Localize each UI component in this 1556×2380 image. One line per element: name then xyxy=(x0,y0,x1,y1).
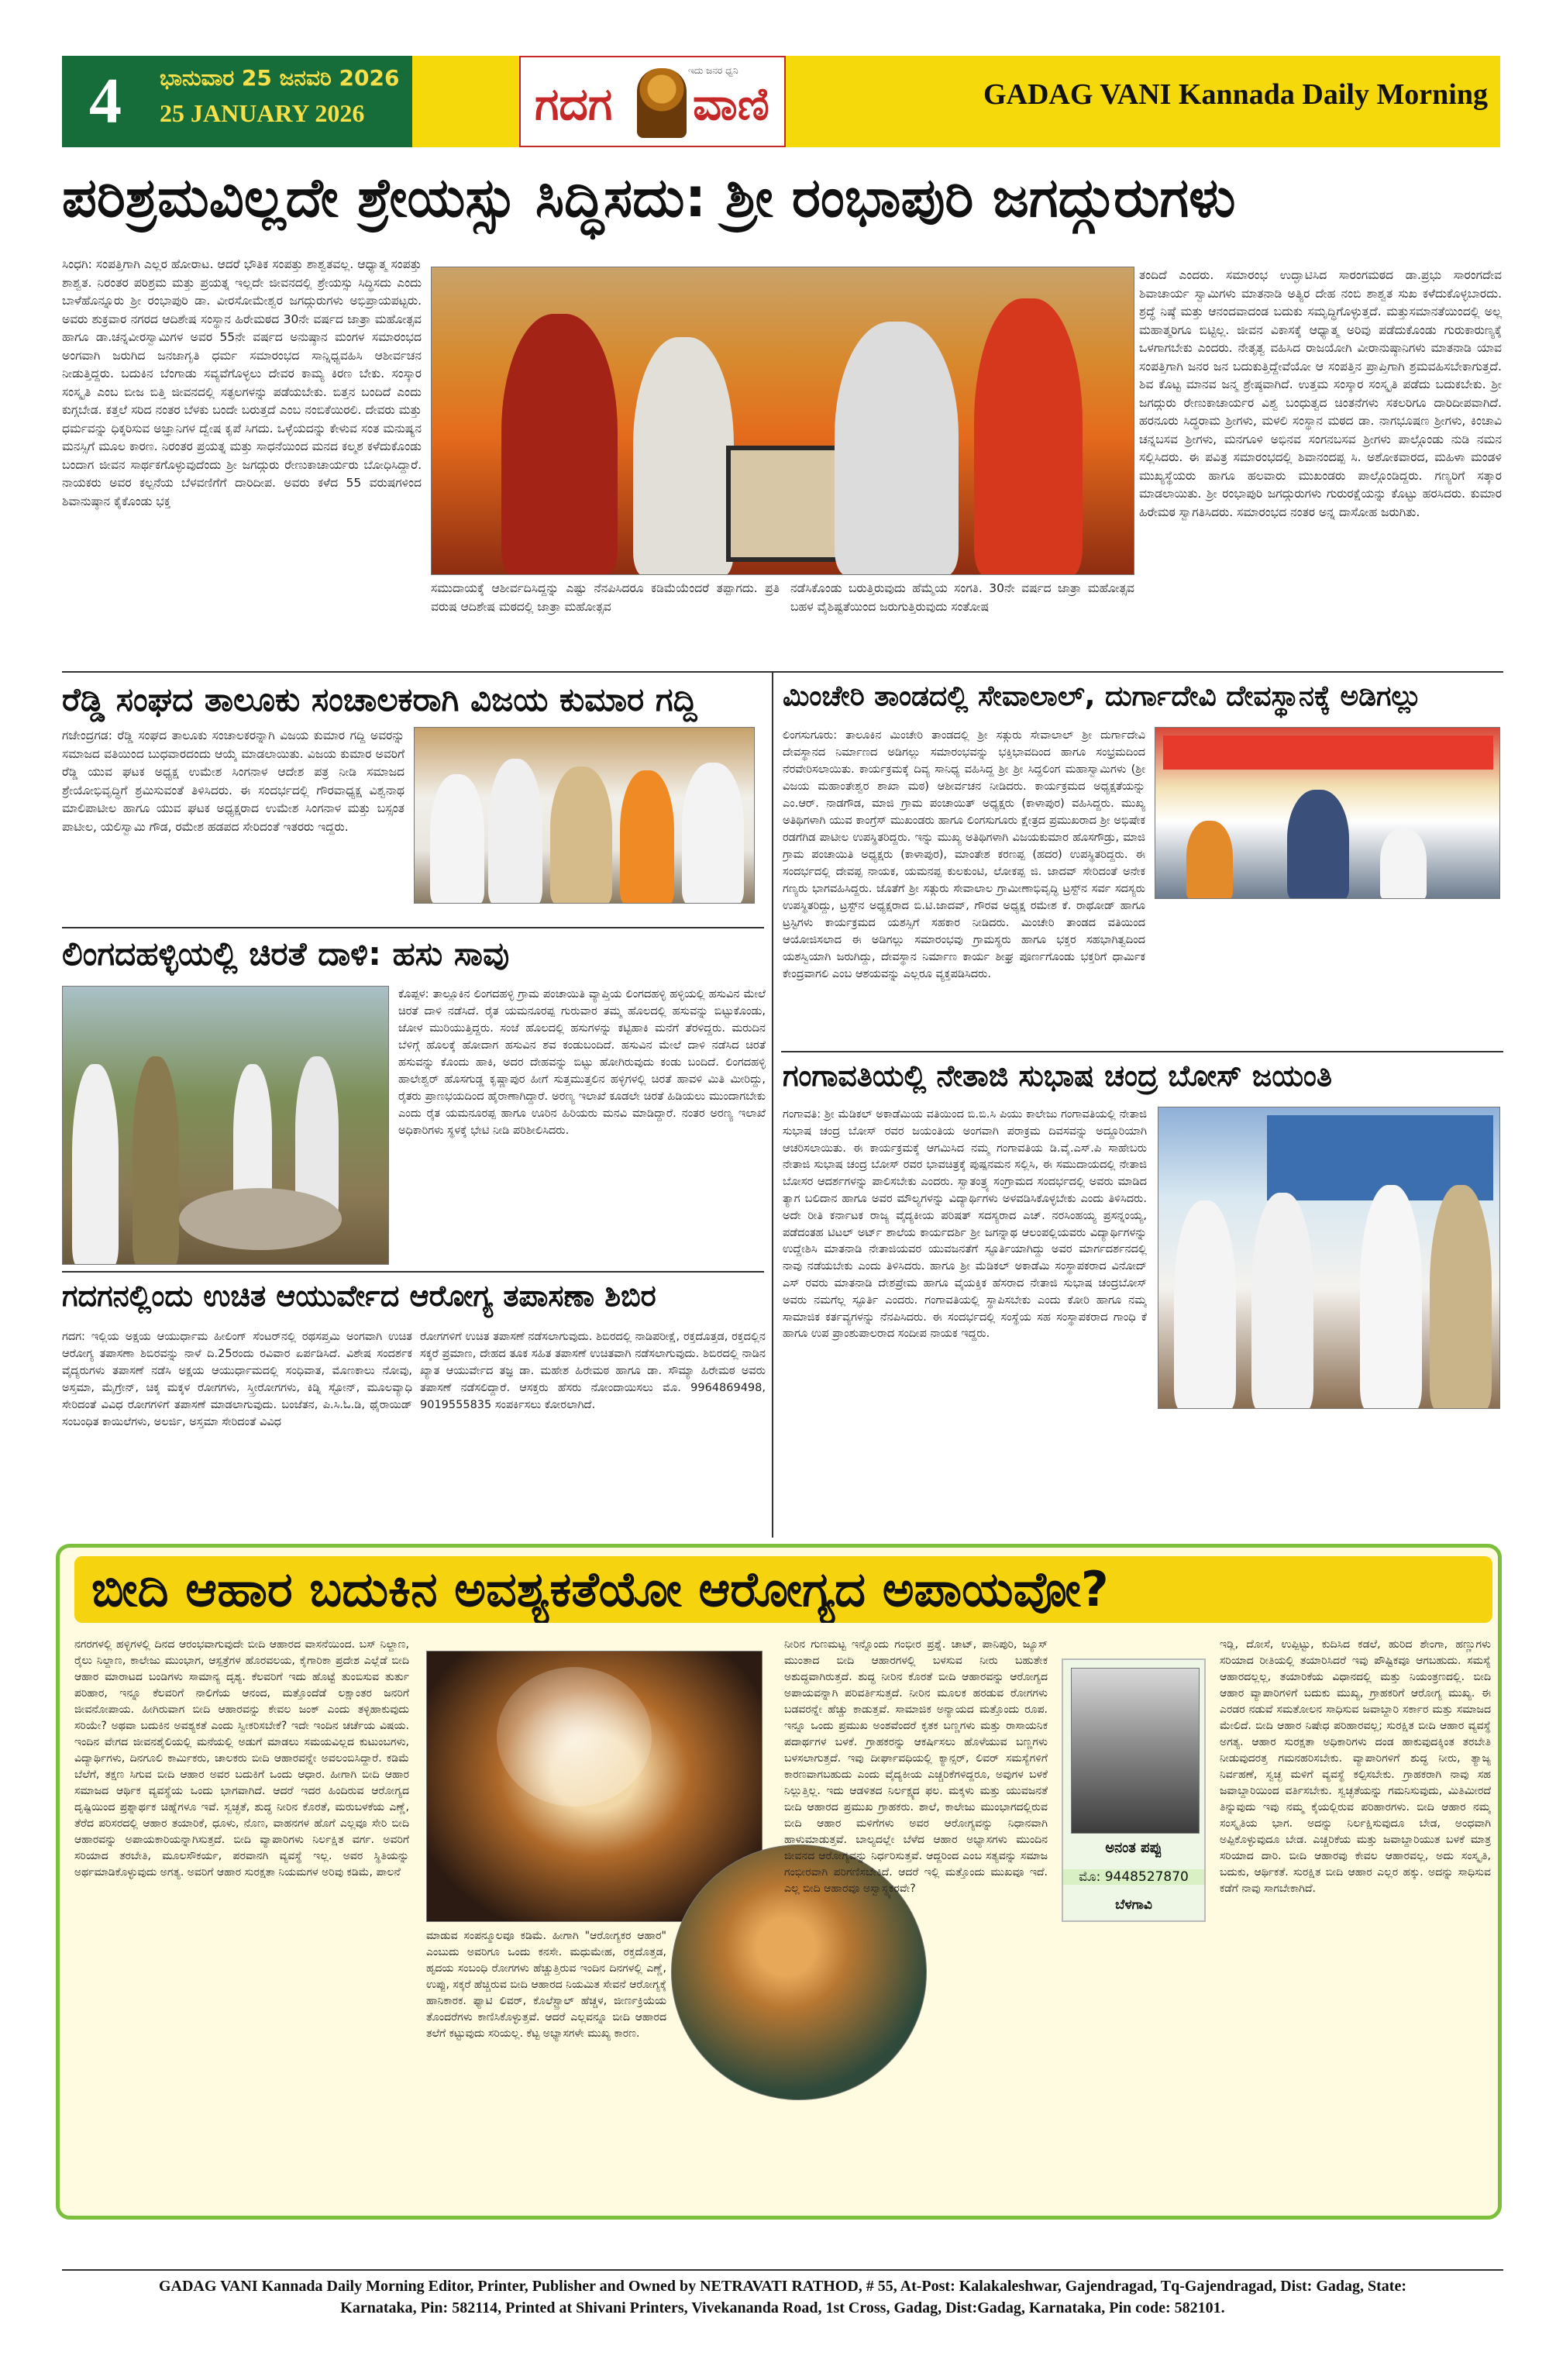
story6-column-2: ರೋಗಗಳಿಗೆ ಉಚಿತ ತಪಾಸಣೆ ನಡೆಸಲಾಗುವುದು. ಶಿಬಿರದಲ್ಲಿ ನಾಡಿಪರೀಕ್ಷೆ, ರಕ್ತದೊತ್ತಡ, ರಕ್ತದಲ್ಲಿನ ಸಕ್ಕರೆ ಪ್ರಮಾಣ, ದೇಹದ ತೂಕ ಸಹಿತ ತಪಾಸಣೆ ಉಚಿತವಾಗಿ ನಡೆಸಲಾಗುವುದು. ಶಿಬಿರದಲ್ಲಿ ನಾಡಿನ ಖ್ಯಾತ ಆಯುರ್ವೇದ ತಜ್ಞ ಡಾ. ಮಹೇಶ ಹಿರೇಮಠ ಹಾಗೂ ಡಾ. ಸೌಮ್ಯಾ ಹಿರೇಮಠ ಅವರು ತಪಾಸಣೆ ನಡೆಸಲಿದ್ದಾರೆ. ಆಸಕ್ತರು ಹೆಸರು ನೋಂದಾಯಿಸಲು ಮೊ. 9964869498, 9019555835 ಸಂಪರ್ಕಿಸಲು ಕೋರಲಾಗಿದೆ. xyxy=(420,1331,766,1411)
masthead-title: GADAG VANI Kannada Daily Morning xyxy=(983,78,1488,111)
story5-photo xyxy=(1158,1107,1500,1409)
story4-body: ಕೊಪ್ಪಳ: ತಾಲ್ಲೂಕಿನ ಲಿಂಗದಹಳ್ಳಿ ಗ್ರಾಮ ಪಂಚಾಯಿತಿ ವ್ಯಾಪ್ತಿಯ ಲಿಂಗದಹಳ್ಳಿ ಹಳ್ಳಿಯಲ್ಲಿ ಹಸುವಿನ ಮೇಲೆ ಚಿರತೆ ದಾಳಿ ನಡೆಸಿದೆ. ರೈತ ಯಮನೂರಪ್ಪ ಗುರುವಾರ ತಮ್ಮ ಹೊಲದಲ್ಲಿ ಹಸುವನ್ನು ಬಿಟ್ಟುಕೊಂಡು, ಜೋಳ ಮುರಿಯುತ್ತಿದ್ದರು. ಸಂಜೆ ಹೊಲದಲ್ಲಿ ಹಸುಗಳನ್ನು ಕಟ್ಟಿಹಾಕಿ ಮನೆಗೆ ತೆರಳಿದ್ದರು. ಮರುದಿನ ಬೆಳಿಗ್ಗೆ ಹೊಲಕ್ಕೆ ಹೋದಾಗ ಹಸುವಿನ ಶವ ಕಂಡುಬಂದಿದೆ. ಹಸುವಿನ ಮೇಲೆ ದಾಳಿ ನಡೆಸಿದ ಚಿರತೆ ಹಸುವನ್ನು ಕೊಂದು ಹಾಕಿ, ಅದರ ದೇಹವನ್ನು ಬಿಟ್ಟು ಹೋಗಿರುವುದು ಕಂಡು ಬಂದಿದೆ. ಲಿಂಗದಹಳ್ಳಿ ಹಾಲೇಶ್ವರ್ ಹೊಸಗುಡ್ಡ ಕೃಷ್ಣಾಪುರ ಹೀಗೆ ಸುತ್ತಮುತ್ತಲಿನ ಹಳ್ಳಿಗಳಲ್ಲಿ ಚಿರತೆ ಹಾವಳಿ ಮಿತಿ ಮೀರಿದ್ದು, ರೈತರು ಪ್ರಾಣಭಯದಿಂದ ಹೈರಾಣಾಗಿದ್ದಾರೆ. ಅರಣ್ಯ ಇಲಾಖೆ ಕೂಡಲೇ ಚಿರತೆ ಹಿಡಿಯಲು ಮುಂದಾಗಬೇಕು ಎಂದು ರೈತ ಯಮನೂರಪ್ಪ ಹಾಗೂ ಊರಿನ ಹಿರಿಯರು ಮನವಿ ಮಾಡಿದ್ದಾರೆ. ನಂತರ ಅರಣ್ಯ ಇಲಾಖೆ ಅಧಿಕಾರಿಗಳು ಸ್ಥಳಕ್ಕೆ ಭೇಟಿ ನೀಡಿ ಪರಿಶೀಲಿಸಿದರು. xyxy=(398,988,766,1137)
date-kannada: ಭಾನುವಾರ 25 ಜನವರಿ 2026 xyxy=(160,65,400,91)
feature-column-2: ಮಾಡುವ ಸಂಪನ್ಮೂಲವೂ ಕಡಿಮೆ. ಹೀಗಾಗಿ "ಆರೋಗ್ಯಕರ ಆಹಾರ" ಎಂಬುದು ಅವರಿಗೂ ಒಂದು ಕನಸೇ. ಮಧುಮೇಹ, ರಕ್ತದೊತ್ತಡ, ಹೃದಯ ಸಂಬಂಧಿ ರೋಗಗಳು ಹೆಚ್ಚುತ್ತಿರುವ ಇಂದಿನ ದಿನಗಳಲ್ಲಿ ಎಣ್ಣೆ, ಉಪ್ಪು, ಸಕ್ಕರೆ ಹೆಚ್ಚಿರುವ ಬೀದಿ ಆಹಾರದ ನಿಯಮಿತ ಸೇವನೆ ಆರೋಗ್ಯಕ್ಕೆ ಹಾನಿಕಾರಕ. ಫ್ಯಾಟಿ ಲಿವರ್, ಕೊಲೆಸ್ಟ್ರಾಲ್ ಹೆಚ್ಚಳ, ಜೀರ್ಣಕ್ರಿಯೆಯ ತೊಂದರೆಗಳು ಕಾಣಿಸಿಕೊಳ್ಳುತ್ತವೆ. ಆದರೆ ಎಲ್ಲವನ್ನೂ ಬೀದಿ ಆಹಾರದ ತಲೆಗೆ ಕಟ್ಟುವುದು ಸರಿಯಲ್ಲ. ಕೆಟ್ಟ ಅಭ್ಯಾಸಗಳೇ ಮುಖ್ಯ ಕಾರಣ. xyxy=(426,1930,666,2040)
section-divider xyxy=(62,1271,764,1273)
logo-text-left: ಗದಗ xyxy=(535,77,613,130)
date-box xyxy=(149,56,412,147)
story5-body: ಗಂಗಾವತಿ: ಶ್ರೀ ಮೆಡಿಕಲ್ ಅಕಾಡೆಮಿಯ ವತಿಯಿಂದ ಬಿ.ಬಿ.ಸಿ ಪಿಯು ಕಾಲೇಜು ಗಂಗಾವತಿಯಲ್ಲಿ ನೇತಾಜಿ ಸುಭಾಷ ಚಂದ್ರ ಬೋಸ್ ರವರ ಜಯಂತಿಯ ಅಂಗವಾಗಿ ಪರಾಕ್ರಮ ದಿವಸವನ್ನು ಅದ್ದೂರಿಯಾಗಿ ಆಚರಿಸಲಾಯಿತು. ಈ ಕಾರ್ಯಕ್ರಮಕ್ಕೆ ಆಗಮಿಸಿದ ನಮ್ಮ ಗಂಗಾವತಿಯ ಡಿ.ವೈ.ಎಸ್.ಪಿ ಸಾಹೇಬರು ನೇತಾಜಿ ಸುಭಾಷ ಚಂದ್ರ ಬೋಸ್ ರವರ ಭಾವಚಿತ್ರಕ್ಕೆ ಪುಷ್ಪನಮನ ಸಲ್ಲಿಸಿ, ಈ ಸಮುದಾಯದಲ್ಲಿ ನೇತಾಜಿ ಬೋಸರ ಆದರ್ಶಗಳನ್ನು ಪಾಲಿಸಬೇಕು ಎಂದರು. ಸ್ವಾತಂತ್ರ್ಯ ಸಂಗ್ರಾಮದ ಸಂದರ್ಭದಲ್ಲಿ ಅವರು ಮಾಡಿದ ತ್ಯಾಗ ಬಲಿದಾನ ಹಾಗೂ ಅವರ ಮೌಲ್ಯಗಳನ್ನು ವಿದ್ಯಾರ್ಥಿಗಳು ಅಳವಡಿಸಿಕೊಳ್ಳಬೇಕು ಎಂದು ತಿಳಿಸಿದರು. ಅದೇ ರೀತಿ ಕರ್ನಾಟಕ ರಾಜ್ಯ ವೈದ್ಯಕೀಯ ಪರಿಷತ್ ಸದಸ್ಯರಾದ ಎಚ್. ನರಸಿಂಹಯ್ಯ ಪ್ರಸನ್ನಂಯ್ಯ, ಪಡೆದಂತಹ ಟಿಟಲ್ ಅರ್ಟ್ ಶಾಲೆಯ ಕಾರ್ಯದರ್ಶಿ ಶ್ರೀ ಜಗನ್ನಾಥ ಆಲಂಪಲ್ಲಿಯವರು ವಿದ್ಯಾರ್ಥಿಗಳನ್ನು ಉದ್ದೇಶಿಸಿ ಮಾತನಾಡಿ ನೇತಾಜಿಯವರ ಯುವಜನತೆಗೆ ಸ್ಫೂರ್ತಿಯಾಗಿದ್ದು ಅವರ ಮಾರ್ಗದರ್ಶನದಲ್ಲಿ ನಾವು ನಡೆಯಬೇಕು ಎಂದು ತಿಳಿಸಿದರು. ಹಾಗೂ ಶ್ರೀ ಮೆಡಿಕಲ್ ಅಕಾಡೆಮಿ ಸಂಸ್ಥಾಪಕರಾದ ವಿನೋದ್ ಎಸ್ ರವರು ಮಾತನಾಡಿ ದೇಶಪ್ರೇಮ ಹಾಗೂ ವೈಯಕ್ತಿಕ ಹೆಸರಾದ ನೇತಾಜಿ ಸುಭಾಷ ಚಂದ್ರಬೋಸ್ ಅವರು ನಮಗೆಲ್ಲ ಸ್ಫೂರ್ತಿ ಎಂದರು. ಗಂಗಾವತಿಯಲ್ಲಿ ಸ್ಥಾಪಿಸಬೇಕು ಎಂದು ಕೋರಿ ಹಾಗೂ ನಮ್ಮ ಸಾಮಾಜಿಕ ಕರ್ತವ್ಯಗಳನ್ನು ನೆನಪಿಸಿದರು. ಈ ಸಂದರ್ಭದಲ್ಲಿ ಸಂಸ್ಥೆಯ ಸಹ ಸಂಸ್ಥಾಪಕರಾದ ಗಾಂಧಿ ಕೆ ಹಾಗೂ ಉಪ ಪ್ರಾಂಶುಪಾಲರಾದ ಸಂದೀಪ ನಾಯಕ ಇದ್ದರು. xyxy=(783,1108,1147,1341)
feature-column-4: ಇಡ್ಲಿ, ದೋಸೆ, ಉಪ್ಪಿಟ್ಟು, ಕುದಿಸಿದ ಕಡಲೆ, ಹುರಿದ ಶೇಂಗಾ, ಹಣ್ಣುಗಳು ಸರಿಯಾದ ರೀತಿಯಲ್ಲಿ ತಯಾರಿಸಿದರೆ ಇವು ಪೌಷ್ಟಿಕವೂ ಆಗಬಹುದು. ಸಮಸ್ಯೆ ಆಹಾರದಲ್ಲಲ್ಲ, ತಯಾರಿಕೆಯ ವಿಧಾನದಲ್ಲಿ ಮತ್ತು ನಿಯಂತ್ರಣದಲ್ಲಿ. ಬೀದಿ ಆಹಾರ ವ್ಯಾಪಾರಿಗಳಿಗೆ ಬದುಕು ಮುಖ್ಯ, ಗ್ರಾಹಕರಿಗೆ ಆರೋಗ್ಯ ಮುಖ್ಯ. ಈ ಎರಡರ ನಡುವೆ ಸಮತೋಲನ ಸಾಧಿಸುವ ಜವಾಬ್ದಾರಿ ಸರ್ಕಾರ ಮತ್ತು ಸಮಾಜದ ಮೇಲಿದೆ. ಬೀದಿ ಆಹಾರ ನಿಷೇಧ ಪರಿಹಾರವಲ್ಲ; ಸುರಕ್ಷಿತ ಬೀದಿ ಆಹಾರ ವ್ಯವಸ್ಥೆ ಅಗತ್ಯ. ಆಹಾರ ಸುರಕ್ಷತಾ ಅಧಿಕಾರಿಗಳು ದಂಡ ಹಾಕುವುದಕ್ಕಿಂತ ತರಬೇತಿ ನೀಡುವುದರತ್ತ ಗಮನಹರಿಸಬೇಕು. ವ್ಯಾಪಾರಿಗಳಿಗೆ ಶುದ್ಧ ನೀರು, ತ್ಯಾಜ್ಯ ನಿರ್ವಹಣೆ, ಸ್ವಚ್ಛ ಮಳಿಗೆ ವ್ಯವಸ್ಥೆ ಕಲ್ಪಿಸಬೇಕು. ಗ್ರಾಹಕರಾಗಿ ನಾವು ಸಹ ಜವಾಬ್ದಾರಿಯಿಂದ ವರ್ತಿಸಬೇಕು. ಸ್ವಚ್ಛತೆಯನ್ನು ಗಮನಿಸುವುದು, ಮಿತಿಮೀರದೆ ತಿನ್ನುವುದು ಇವು ನಮ್ಮ ಕೈಯಲ್ಲಿರುವ ಪರಿಹಾರಗಳು. ಬೀದಿ ಆಹಾರ ನಮ್ಮ ಸಂಸ್ಕೃತಿಯ ಭಾಗ. ಅದನ್ನು ನಿರ್ಲಕ್ಷಿಸುವುದೂ ಬೇಡ, ಅಂಧವಾಗಿ ಅಪ್ಪಿಕೊಳ್ಳುವುದೂ ಬೇಡ. ಎಚ್ಚರಿಕೆಯ ಮತ್ತು ಜವಾಬ್ದಾರಿಯುತ ಬಳಕೆ ಮಾತ್ರ ಸರಿಯಾದ ದಾರಿ. ಬೀದಿ ಆಹಾರವು ಕೇವಲ ಆಹಾರವಲ್ಲ, ಅದು ಸಂಸ್ಕೃತಿ, ಬದುಕು, ಆರ್ಥಿಕತೆ. ಸುರಕ್ಷಿತ ಬೀದಿ ಆಹಾರ ಎಲ್ಲರ ಹಕ್ಕು. ಅದನ್ನು ಸಾಧಿಸುವ ಕಡೆಗೆ ನಾವು ಸಾಗಬೇಕಾಗಿದೆ. xyxy=(1220,1638,1491,1895)
imprint-line-1: GADAG VANI Kannada Daily Morning Editor, Printer, Publisher and Owned by NETRAVATI RATHOD, # 55, At-Post: Kalakaleshwar, Gajendragad, Tq-Gajendragad, Dist: Gadag, State: xyxy=(158,2278,1407,2295)
lead-headline: ಪರಿಶ್ರಮವಿಲ್ಲದೇ ಶ್ರೇಯಸ್ಸು ಸಿದ್ಧಿಸದು: ಶ್ರೀ ರಂಭಾಪುರಿ ಜಗದ್ಗುರುಗಳು xyxy=(62,166,1236,229)
imprint-line-2: Karnataka, Pin: 582114, Printed at Shivani Printers, Vivekananda Road, 1st Cross, Gadag, Dist:Gadag, Karnataka, Pin code: 582101. xyxy=(340,2299,1225,2316)
logo-tagline: ಇದು ಜನರ ಧ್ವನಿ xyxy=(688,65,738,76)
event-banner xyxy=(1163,735,1493,770)
story2-body: ಗಜೇಂದ್ರಗಡ: ರೆಡ್ಡಿ ಸಂಘದ ತಾಲೂಕು ಸಂಚಾಲಕರನ್ನಾಗಿ ವಿಜಯ ಕುಮಾರ ಗದ್ದಿ ಅವರನ್ನು ಸಮಾಜದ ವತಿಯಿಂದ ಬುಧವಾರದಂದು ಆಯ್ಕೆ ಮಾಡಲಾಯಿತು. ವಿಜಯ ಕುಮಾರ ಅವರಿಗೆ ರೆಡ್ಡಿ ಯುವ ಘಟಕ ಅಧ್ಯಕ್ಷ ಉಮೇಶ ಸಿಂಗನಾಳ ಆದೇಶ ಪತ್ರ ನೀಡಿ ಸಮಾಜದ ಶ್ರೇಯೋಭಿವೃದ್ಧಿಗೆ ಶ್ರಮಿಸುವಂತೆ ತಿಳಿಸಿದರು. ಈ ಸಂದರ್ಭದಲ್ಲಿ ಗೌರವಾಧ್ಯಕ್ಷ ವಿಶ್ವನಾಥ ಮಾಲಿಪಾಟೀಲ ಹಾಗೂ ಯುವ ಘಟಕ ಅಧ್ಯಕ್ಷರಾದ ಉಮೇಶ ಸಿಂಗನಾಳ ಮತ್ತು ಬಸ್ಸಂತ ಪಾಟೀಲ, ಯಲಿಸ್ವಾಮಿ ಗೌಡ, ರಮೇಶ ಹಡಪದ ಸೇರಿದಂತೆ ಇತರರು ಇದ್ದರು. xyxy=(62,728,404,834)
author-photo xyxy=(1071,1668,1200,1834)
imprint-footer xyxy=(62,2269,1503,2319)
cow-carcass xyxy=(179,1188,342,1250)
author-name: ಅನಂತ ಪಪ್ಪು xyxy=(1105,1840,1162,1856)
story6-headline: ಗದಗನಲ್ಲಿಂದು ಉಚಿತ ಆಯುರ್ವೇದ ಆರೋಗ್ಯ ತಪಾಸಣಾ ಶಿಬಿರ xyxy=(62,1279,656,1313)
lead-column-1: ಸಿಂಧಗಿ: ಸಂಪತ್ತಿಗಾಗಿ ಎಲ್ಲರ ಹೋರಾಟ. ಆದರೆ ಭೌತಿಕ ಸಂಪತ್ತು ಶಾಶ್ವತವಲ್ಲ. ಆಧ್ಯಾತ್ಮ ಸಂಪತ್ತು ಶಾಶ್ವತ. ನಿರಂತರ ಪರಿಶ್ರಮ ಮತ್ತು ಪ್ರಯತ್ನ ಇಲ್ಲದೇ ಜೀವನದಲ್ಲಿ ಶ್ರೇಯಸ್ಸು ಸಿದ್ಧಿಸದು ಎಂದು ಬಾಳೆಹೊನ್ನೂರು ಶ್ರೀ ರಂಭಾಪುರಿ ಡಾ. ವೀರಸೋಮೇಶ್ವರ ಜಗದ್ಗುರುಗಳು ಅಭಿಪ್ರಾಯಪಟ್ಟರು. ಅವರು ಶುಕ್ರವಾರ ನಗರದ ಆದಿಶೇಷ ಸಂಸ್ಥಾನ ಹಿರೇಮಠದ 30ನೇ ವರ್ಷದ ಜಾತ್ರಾ ಮಹೋತ್ಸವ ಹಾಗೂ ಡಾ.ಚನ್ನವೀರಸ್ವಾಮಿಗಳ ಅವರ 55ನೇ ವರ್ಷದ ಅನುಷ್ಠಾನ ಮಂಗಳ ಸಮಾರಂಭದ ಅಂಗವಾಗಿ ಜರುಗಿದ ಜನಜಾಗೃತಿ ಧರ್ಮ ಸಮಾರಂಭದ ಸಾನ್ನಿಧ್ಯವಹಿಸಿ ಆಶೀರ್ವಚನ ನೀಡುತ್ತಿದ್ದರು. ಬದುಕಿನ ಬೆಂಗಾಡು ಸವ್ಯವೆಗೊಳ್ಳಲು ದೇವರ ಕಾಮ್ಯ ಕಿರಣ ಬೇಕು. ಸಂಸ್ಕಾರ ಸಂಸ್ಕೃತಿ ಎಂಬ ಬೀಜ ಬಿತ್ತಿ ಜೀವನದಲ್ಲಿ ಸತ್ಫಲಗಳನ್ನು ಪಡೆಯಬೇಕು. ಬಿತ್ತನ ಬಂದಿದೆ ಎಂದು ಕುಗ್ಗಬೇಡ. ಕತ್ತಲೆ ಸರಿದ ನಂತರ ಬೆಳಕು ಬಂದೇ ಬರುತ್ತದೆ ಎಂಬ ನಂಬಿಕೆಯಿರಲಿ. ದೇವರು ಮತ್ತು ಧರ್ಮವನ್ನು ಧಿಕ್ಕರಿಸುವ ಅಜ್ಞಾನಿಗಳ ದ್ವೇಷ ಕೃಪೆ ಸಿಗದು. ಒಳ್ಳೆಯದನ್ನು ಕೇಳುವ ಸಂತ ಮನುಷ್ಯನ ಮನಸ್ಸಿಗೆ ಮೂಲ ಕಾರಣ. ನಿರಂತರ ಪ್ರಯತ್ನ ಮತ್ತು ಸಾಧನೆಯಿಂದ ಮನದ ಕಲ್ಮಶ ಕಳೆದುಕೊಂಡು ಬಂದಾಗ ಜೀವನ ಸಾರ್ಥಕಗೊಳ್ಳುವುದೆಂದು ಶ್ರೀ ಜಗದ್ಗುರು ರೇಣುಕಾಚಾರ್ಯರು ಬೋಧಿಸಿದ್ದಾರೆ. ನಾಯಕರು ಅವರ ಕಲ್ಪನೆಯ ಬೆಳವಣಿಗೆಗೆ ದಾರಿದೀಪ. ಅವರು ಕಳೆದ 55 ವರುಷಗಳಿಂದ ಶಿವಾನುಷ್ಠಾನ ಕೈಕೊಂಡು ಭಕ್ತ xyxy=(62,257,422,508)
lead-column-3: ತಂದಿದೆ ಎಂದರು. ಸಮಾರಂಭ ಉದ್ಘಾಟಿಸಿದ ಸಾರಂಗಮಠದ ಡಾ.ಪ್ರಭು ಸಾರಂಗದೇವ ಶಿವಾಚಾರ್ಯ ಸ್ವಾಮಿಗಳು ಮಾತನಾಡಿ ಅತ್ಯಿರ ದೇಹ ನಂಬಿ ಶಾಶ್ವತ ಸುಖ ಕಳೆದುಕೊಳ್ಳಬಾರದು. ಶ್ರದ್ಧೆ ನಿಷ್ಠೆ ಮತ್ತು ಆನಂದವಾದಂಡ ಬದುಕು ಸಮೃದ್ಧಿಗೊಳ್ಳುತ್ತದೆ. ಮತ್ತುಸಮಾನತೆಯಿಂದಲ್ಲಿ ಅಲ್ಲ ಮಹಾತ್ಮರಿಗೂ ಬಿಟ್ಟಿಲ್ಲ. ಜೀವನ ವಿಕಾಸಕ್ಕೆ ಆಧ್ಯಾತ್ಮ ಅರಿವು ಪಡೆದುಕೊಂಡು ಗುರುಕಾರುಣ್ಯಕ್ಕೆ ಒಳಗಾಗಬೇಕು ಎಂದರು. ನೇತೃತ್ವ ವಹಿಸಿದ ರಾಜಯೋಗಿ ವೀರಾನುಷ್ಠಾನಿಗಳು ಮಾತನಾಡಿ ಯಾವ ಸಂಪತ್ತಿಗಾಗಿ ಜನರ ಜನ ಬದುಕುತ್ತಿದ್ದೇವೆಯೋ ಆ ಸಂಪತ್ತಿನ ಪ್ರಾಪ್ತಿಗಾಗಿ ಶ್ರಮವಹಿಸಬೇಕಾಗುತ್ತದೆ. ಶಿವ ಕೊಟ್ಟ ಮಾನವ ಜನ್ಮ ಶ್ರೇಷ್ಠವಾಗಿದೆ. ಉತ್ತಮ ಸಂಸ್ಕಾರ ಸಂಸ್ಕೃತಿ ಪಡೆದು ಬದುಕಬೇಕು. ಶ್ರೀ ಜಗದ್ಗುರು ರೇಣುಕಾಚಾರ್ಯರ ವಿಶ್ವ ಬಂಧುತ್ವದ ಚಿಂತನೆಗಳು ಸಕಲರಿಗೂ ದಾರಿದೀಪವಾಗಿದೆ. ಹರನೂರು ಸಿದ್ಧರಾಮ ಶ್ರೀಗಳು, ಮಳಲಿ ಸಂಸ್ಥಾನ ಮಠದ ಡಾ. ನಾಗಭೂಷಣ ಶ್ರೀಗಳು, ಕಿಂಚಾವಿ ಚನ್ನಬಸವ ಶ್ರೀಗಳು, ಮನಗೂಳಿ ಅಭಿನವ ಸಂಗನಬಸವ ಶ್ರೀಗಳು ಪಾಲ್ಗೊಂಡು ನುಡಿ ನಮನ ಸಲ್ಲಿಸಿದರು. ಈ ಪವಿತ್ರ ಸಮಾರಂಭದಲ್ಲಿ ಶಿವಾನಂದಪ್ಪ ಸಿ. ಅಶೋಕವಾರದ, ಮಹಿಳಾ ಮಂಡಳಿ ಮುಖ್ಯಸ್ಥೆಯರು ಹಾಗೂ ಹಲವಾರು ಮುಖಂಡರು ಪಾಲ್ಗೊಂಡಿದ್ದರು. ಗಣ್ಯರಿಗೆ ಸತ್ಕಾರ ಮಾಡಲಾಯಿತು. ಶ್ರೀ ರಂಭಾಪುರಿ ಜಗದ್ಗುರುಗಳು ಗುರುರಕ್ಷೆಯನ್ನು ಕೊಟ್ಟು ಹರಸಿದರು. ಕುಮಾರ ಹಿರೇಮಠ ಸ್ವಾಗತಿಸಿದರು. ಸಮಾರಂಭದ ನಂತರ ಅನ್ನ ದಾಸೋಹ ಜರುಗಿತು. xyxy=(1139,268,1502,519)
date-english: 25 JANUARY 2026 xyxy=(160,99,365,127)
logo-text-right: ವಾಣಿ xyxy=(693,77,769,130)
story3-body: ಲಿಂಗಸುಗೂರು: ತಾಲೂಕಿನ ಮಿಂಚೇರಿ ತಾಂಡದಲ್ಲಿ ಶ್ರೀ ಸತ್ಗುರು ಸೇವಾಲಾಲ್ ಶ್ರೀ ದುರ್ಗಾದೇವಿ ದೇವಸ್ಥಾನದ ನಿರ್ಮಾಣದ ಅಡಿಗಲ್ಲು ಸಮಾರಂಭವನ್ನು ಭಕ್ತಿಭಾವದಿಂದ ಹಾಗೂ ಸಂಭ್ರಮದಿಂದ ನೆರವೇರಿಸಲಾಯಿತು. ಕಾರ್ಯಕ್ರಮಕ್ಕೆ ದಿವ್ಯ ಸಾನಿಧ್ಯ ವಹಿಸಿದ್ದ ಶ್ರೀ ಶ್ರೀ ಸಿದ್ಧಲಿಂಗ ಮಹಾಸ್ವಾಮಿಗಳು (ಶ್ರೀ ವಿಜಯ ಮಹಾಂತೇಶ್ವರ ಶಾಖಾ ಮಠ) ಆಶೀರ್ವಚನ ನೀಡಿದರು. ಕಾರ್ಯಕ್ರಮದ ಅಧ್ಯಕ್ಷತೆಯನ್ನು ಎಂ.ಆರ್. ನಾಡಗೌಡ, ಮಾಜಿ ಗ್ರಾಮ ಪಂಚಾಯಿತ್ ಅಧ್ಯಕ್ಷರು (ಕಾಳಾಪುರ) ವಹಿಸಿದ್ದರು. ಮುಖ್ಯ ಅತಿಥಿಗಳಾಗಿ ಯುವ ಕಾಂಗ್ರೆಸ್ ಮುಖಂಡರು ಹಾಗೂ ಲಿಂಗಸುಗೂರು ಕ್ಷೇತ್ರದ ಪ್ರಮುಖರಾದ ಶ್ರೀ ಅಭಿಷೇಕ ರಡಗೆಗಿಡ ಪಾಟೀಲ ಉಪಸ್ಥಿತರಿದ್ದರು. ಇನ್ನು ಮುಖ್ಯ ಅತಿಥಿಗಳಾಗಿ ವಿಜಯಕುಮಾರ ಹೊಸಗೌಡ್ರು, ಮಾಜಿ ಗ್ರಾಮ ಪಂಚಾಯಿತಿ ಅಧ್ಯಕ್ಷರು (ಕಾಳಾಪುರ), ಮಾಂತೇಶ ಕರಣಪ್ಪ (ಹದರ) ಉಪಸ್ಥಿತರಿದ್ದರು. ಈ ಸಂದರ್ಭದಲ್ಲಿ ದೇವಪ್ಪ ನಾಯಕ, ಯಮನಪ್ಪ ಕುಲಕುಂಟಿ, ಲೋಕಪ್ಪ ಜಿ. ಜಾದವ್ ಸೇರಿದಂತೆ ಅನೇಕ ಗಣ್ಯರು ಭಾಗವಹಿಸಿದ್ದರು. ಜೊತೆಗೆ ಶ್ರೀ ಸತ್ಗುರು ಸೇವಾಲಾಲ ಗ್ರಾಮೀಣಾಭಿವೃದ್ಧಿ ಟ್ರಸ್ಟ್‌ನ ಸರ್ವ ಸದಸ್ಯರು ಉಪಸ್ಥಿತರಿದ್ದು, ಟ್ರಸ್ಟ್‌ನ ಅಧ್ಯಕ್ಷರಾದ ಬಿ.ಟಿ.ಜಾದವ್, ಗೌರವ ಅಧ್ಯಕ್ಷ ರಮೇಶ ಕೆ. ರಾಥೋಡ್ ಹಾಗೂ ಟ್ರಸ್ಟಿಗಳು ಕಾರ್ಯಕ್ರಮದ ಯಶಸ್ಸಿಗೆ ಸಹಕಾರ ನೀಡಿದರು. ಮಿಂಚೇರಿ ತಾಂಡದ ವತಿಯಿಂದ ಆಯೋಜಿಸಲಾದ ಈ ಅಡಿಗಲ್ಲು ಸಮಾರಂಭವು ಗ್ರಾಮಸ್ಥರು ಹಾಗೂ ಭಕ್ತರ ಸಹಭಾಗಿತ್ವದಿಂದ ಯಶಸ್ವಿಯಾಗಿ ಜರುಗಿದ್ದು, ದೇವಸ್ಥಾನ ನಿರ್ಮಾಣ ಕಾರ್ಯ ಶೀಘ್ರ ಪೂರ್ಣಗೊಂಡು ಭಕ್ತರಿಗೆ ಧಾರ್ಮಿಕ ಕೇಂದ್ರವಾಗಲಿ ಎಂಬ ಆಶಯವನ್ನು ಎಲ್ಲರೂ ವ್ಯಕ್ತಪಡಿಸಿದರು. xyxy=(783,729,1145,980)
deity-emblem-icon xyxy=(637,68,687,138)
story5-headline: ಗಂಗಾವತಿಯಲ್ಲಿ ನೇತಾಜಿ ಸುಭಾಷ ಚಂದ್ರ ಬೋಸ್ ಜಯಂತಿ xyxy=(783,1059,1332,1093)
feature-column-1: ನಗರಗಳಲ್ಲಿ ಹಳ್ಳಿಗಳಲ್ಲಿ ದಿನದ ಆರಂಭವಾಗುವುದೇ ಬೀದಿ ಆಹಾರದ ವಾಸನೆಯಿಂದ. ಬಸ್ ನಿಲ್ದಾಣ, ರೈಲು ನಿಲ್ದಾಣ, ಕಾಲೇಜು ಮುಂಭಾಗ, ಆಸ್ಪತ್ರೆಗಳ ಹೊರವಲಯ, ಕೈಗಾರಿಕಾ ಪ್ರದೇಶ ಎಲ್ಲೆಡೆ ಬೀದಿ ಆಹಾರ ಮಾರಾಟದ ಬಂಡಿಗಳು ಸಾಮಾನ್ಯ ದೃಶ್ಯ. ಕೆಲವರಿಗೆ ಇದು ಹೊಟ್ಟೆ ತುಂಬಿಸುವ ತುರ್ತು ಪರಿಹಾರ, ಇನ್ನೂ ಕೆಲವರಿಗೆ ನಾಲಿಗೆಯ ಆನಂದ, ಮತ್ತೊಂದೆಡೆ ಲಕ್ಷಾಂತರ ಜನರಿಗೆ ಜೀವನೋಪಾಯ. ಹೀಗಿರುವಾಗ ಬೀದಿ ಆಹಾರವನ್ನು ಕೇವಲ ಜಂಕ್ ಎಂದು ತಳ್ಳಿಹಾಕುವುದು ಸರಿಯೇ? ಅಥವಾ ಬದುಕಿನ ಅವಶ್ಯಕತೆ ಎಂದು ಸ್ವೀಕರಿಸಬೇಕೆ? ಇದೇ ಇಂದಿನ ಚರ್ಚೆಯ ವಿಷಯ. ಇಂದಿನ ವೇಗದ ಜೀವನಶೈಲಿಯಲ್ಲಿ ಮನೆಯಲ್ಲಿ ಅಡುಗೆ ಮಾಡಲು ಸಮಯವಿಲ್ಲದ ಕುಟುಂಬಗಳು, ವಿದ್ಯಾರ್ಥಿಗಳು, ದಿನಗೂಲಿ ಕಾರ್ಮಿಕರು, ಚಾಲಕರು ಬೀದಿ ಆಹಾರವನ್ನೇ ಅವಲಂಬಿಸಿದ್ದಾರೆ. ಕಡಿಮೆ ಬೆಲೆಗೆ, ತಕ್ಷಣ ಸಿಗುವ ಬೀದಿ ಆಹಾರ ಅವರ ಬದುಕಿಗೆ ಒಂದು ಆಧಾರ. ಹೀಗಾಗಿ ಬೀದಿ ಆಹಾರ ಸಮಾಜದ ಆರ್ಥಿಕ ವ್ಯವಸ್ಥೆಯ ಒಂದು ಭಾಗವಾಗಿದೆ. ಆದರೆ ಇದರ ಹಿಂದಿರುವ ಆರೋಗ್ಯದ ದೃಷ್ಟಿಯಿಂದ ಪ್ರಶ್ನಾರ್ಥಕ ಚಿಹ್ನೆಗಳೂ ಇವೆ. ಸ್ವಚ್ಛತೆ, ಶುದ್ಧ ನೀರಿನ ಕೊರತೆ, ಮರುಬಳಕೆಯ ಎಣ್ಣೆ, ತೆರೆದ ಪರಿಸರದಲ್ಲಿ ಆಹಾರ ತಯಾರಿಕೆ, ಧೂಳು, ನೊಣ, ವಾಹನಗಳ ಹೊಗೆ ಎಲ್ಲವೂ ಸೇರಿ ಬೀದಿ ಆಹಾರವನ್ನು ಅಪಾಯಕಾರಿಯನ್ನಾಗಿಸುತ್ತದೆ. ಬೀದಿ ವ್ಯಾಪಾರಿಗಳು ನಿರ್ಲಕ್ಷಿತ ವರ್ಗ. ಅವರಿಗೆ ಸರಿಯಾದ ತರಬೇತಿ, ಮೂಲಸೌಕರ್ಯ, ಪರವಾನಗಿ ವ್ಯವಸ್ಥೆ ಇಲ್ಲ. ಅವರ ಸ್ಥಿತಿಯನ್ನು ಅರ್ಥಮಾಡಿಕೊಳ್ಳುವುದು ಅಗತ್ಯ. ಅವರಿಗೆ ಆಹಾರ ಸುರಕ್ಷತಾ ನಿಯಮಗಳ ಅರಿವು ಕಡಿಮೆ, ಪಾಲನೆ xyxy=(74,1638,409,1879)
story4-headline: ಲಿಂಗದಹಳ್ಳಿಯಲ್ಲಿ ಚಿರತೆ ದಾಳಿ: ಹಸು ಸಾವು xyxy=(62,935,510,973)
feature-headline: ಬೀದಿ ಆಹಾರ ಬದುಕಿನ ಅವಶ್ಯಕತೆಯೋ ಆರೋಗ್ಯದ ಅಪಾಯವೋ? xyxy=(74,1556,1492,1623)
author-phone: ಮೊ: 9448527870 xyxy=(1063,1869,1204,1885)
story3-photo xyxy=(1155,727,1500,899)
lead-caption-left: ಸಮುದಾಯಕ್ಕೆ ಆಶೀರ್ವದಿಸಿದ್ದನ್ನು ಎಷ್ಟು ನೆನಪಿಸಿದರೂ ಕಡಿಮೆಯೆಂದರೆ ತಪ್ಪಾಗದು. ಪ್ರತಿ ವರುಷ ಆದಿಶೇಷ ಮಠದಲ್ಲಿ ಜಾತ್ರಾ ಮಹೋತ್ಸವ xyxy=(431,581,780,614)
section-divider xyxy=(62,927,764,928)
author-city: ಬೆಳಗಾವಿ xyxy=(1115,1897,1152,1913)
author-box xyxy=(1062,1658,1206,1922)
framed-portrait xyxy=(726,446,842,562)
story3-headline: ಮಿಂಚೇರಿ ತಾಂಡದಲ್ಲಿ ಸೇವಾಲಾಲ್, ದುರ್ಗಾದೇವಿ ದೇವಸ್ಥಾನಕ್ಕೆ ಅಡಿಗಲ್ಲು xyxy=(783,680,1422,712)
story2-photo xyxy=(414,727,755,904)
newspaper-logo xyxy=(519,56,786,147)
section-divider xyxy=(781,1051,1503,1052)
story2-headline: ರೆಡ್ಡಿ ಸಂಘದ ತಾಲೂಕು ಸಂಚಾಲಕರಾಗಿ ವಿಜಯ ಕುಮಾರ ಗದ್ದಿ xyxy=(62,680,697,718)
story6-column-1: ಗದಗ: ಇಲ್ಲಿಯ ಅಕ್ಷಯ ಆಯುರ್ಧಾಮ ಹೀಲಿಂಗ್ ಸೆಂಟರ್‌ನಲ್ಲಿ ರಥಸಪ್ತಮಿ ಅಂಗವಾಗಿ ಉಚಿತ ಆರೋಗ್ಯ ತಪಾಸಣಾ ಶಿಬಿರವನ್ನು ನಾಳೆ ದಿ.25ರಂದು ರವಿವಾರ ಏರ್ಪಡಿಸಿದೆ. ವಿಶೇಷ ಸಂದರ್ಶಕ ವೈದ್ಯರುಗಳು ತಪಾಸಣೆ ನಡೆಸಿ ಅಕ್ಷಯ ಆಯುರ್ಧಾಮದಲ್ಲಿ ಸಂಧಿವಾತ, ಮೊಣಕಾಲು ನೋವು, ಅಸ್ತಮಾ, ಮೈಗ್ರೇನ್, ಚಿಕ್ಕ ಮಕ್ಕಳ ರೋಗಗಳು, ಸ್ತ್ರೀರೋಗಗಳು, ಕಿಡ್ನಿ ಸ್ಟೋನ್, ಮೂಲವ್ಯಾಧಿ ಸೇರಿದಂತೆ ವಿವಿಧ ರೋಗಗಳಿಗೆ ತಪಾಸಣೆ ಮಾಡಲಾಗುವುದು. ಬಂಜೆತನ, ಪಿ.ಸಿ.ಓ.ಡಿ, ಥೈರಾಯಿಡ್ ಸಂಬಂಧಿತ ಕಾಯಿಲೆಗಳು, ಅಲರ್ಜಿ, ಅಸ್ತಮಾ ಸೇರಿದಂತೆ ವಿವಿಧ xyxy=(62,1331,412,1428)
page-number: 4 xyxy=(62,56,149,147)
steam-cloud xyxy=(497,1667,652,1807)
story4-photo xyxy=(62,986,389,1265)
lead-photo xyxy=(431,267,1134,575)
section-divider xyxy=(62,671,1503,673)
column-divider xyxy=(772,671,773,1538)
lead-caption-right: ನಡೆಸಿಕೊಂಡು ಬರುತ್ತಿರುವುದು ಹೆಮ್ಮೆಯ ಸಂಗತಿ. 30ನೇ ವರ್ಷದ ಜಾತ್ರಾ ಮಹೋತ್ಸವ ಬಹಳ ವೈಶಿಷ್ಟತೆಯಿಂದ ಜರುಗುತ್ತಿರುವುದು ಸಂತೋಷ xyxy=(790,581,1134,614)
feature-column-3: ನೀರಿನ ಗುಣಮಟ್ಟ ಇನ್ನೊಂದು ಗಂಭೀರ ಪ್ರಶ್ನೆ. ಚಾಟ್, ಪಾನಿಪುರಿ, ಜ್ಯೂಸ್ ಮುಂತಾದ ಬೀದಿ ಆಹಾರಗಳಲ್ಲಿ ಬಳಸುವ ನೀರು ಬಹುತೇಕ ಅಶುದ್ಧವಾಗಿರುತ್ತದೆ. ಶುದ್ಧ ನೀರಿನ ಕೊರತೆ ಬೀದಿ ಆಹಾರವನ್ನು ಆರೋಗ್ಯದ ಅಪಾಯವನ್ನಾಗಿ ಪರಿವರ್ತಿಸುತ್ತದೆ. ನೀರಿನ ಮೂಲಕ ಹರಡುವ ರೋಗಗಳು ಬಡವರನ್ನೇ ಹೆಚ್ಚು ಕಾಡುತ್ತವೆ. ಸಾಮಾಜಿಕ ಅನ್ಯಾಯದ ಮತ್ತೊಂದು ರೂಪ. ಇನ್ನೂ ಒಂದು ಪ್ರಮುಖ ಅಂಶವೆಂದರೆ ಕೃತಕ ಬಣ್ಣಗಳು ಮತ್ತು ರಾಸಾಯನಿಕ ಪದಾರ್ಥಗಳ ಬಳಕೆ. ಗ್ರಾಹಕರನ್ನು ಆಕರ್ಷಿಸಲು ಹೊಳೆಯುವ ಬಣ್ಣಗಳು ಬಳಸಲಾಗುತ್ತದೆ. ಇವು ದೀರ್ಘಾವಧಿಯಲ್ಲಿ ಕ್ಯಾನ್ಸರ್, ಲಿವರ್ ಸಮಸ್ಯೆಗಳಿಗೆ ಕಾರಣವಾಗಬಹುದು ಎಂದು ವೈದ್ಯಕೀಯ ಎಚ್ಚರಿಕೆಗಳಿದ್ದರೂ, ಅವುಗಳ ಬಳಕೆ ನಿಲ್ಲುತ್ತಿಲ್ಲ. ಇದು ಆಡಳಿತದ ನಿರ್ಲಕ್ಷ್ಯದ ಫಲ. ಮಕ್ಕಳು ಮತ್ತು ಯುವಜನತೆ ಬೀದಿ ಆಹಾರದ ಪ್ರಮುಖ ಗ್ರಾಹಕರು. ಶಾಲೆ, ಕಾಲೇಜು ಮುಂಭಾಗದಲ್ಲಿರುವ ಬೀದಿ ಆಹಾರ ಮಳಿಗೆಗಳು ಅವರ ಆರೋಗ್ಯವನ್ನು ನಿಧಾನವಾಗಿ ಹಾಳುಮಾಡುತ್ತವೆ. ಬಾಲ್ಯದಲ್ಲೇ ಬೆಳೆದ ಆಹಾರ ಅಭ್ಯಾಸಗಳು ಮುಂದಿನ ಜೀವನದ ಆರೋಗ್ಯವನ್ನು ನಿರ್ಧರಿಸುತ್ತವೆ. ಆದ್ದರಿಂದ ಎಂಬ ಸತ್ಯವನ್ನು ಸಮಾಜ ಗಂಭೀರವಾಗಿ ಪರಿಗಣಿಸಬೇಕಿದೆ. ಆದರೆ ಇಲ್ಲಿ ಮತ್ತೊಂದು ಮುಖವೂ ಇದೆ. ಎಲ್ಲ ಬೀದಿ ಆಹಾರವೂ ಅಸ್ವಾಸ್ಥ್ಯಕರವೇ? xyxy=(784,1638,1048,1895)
